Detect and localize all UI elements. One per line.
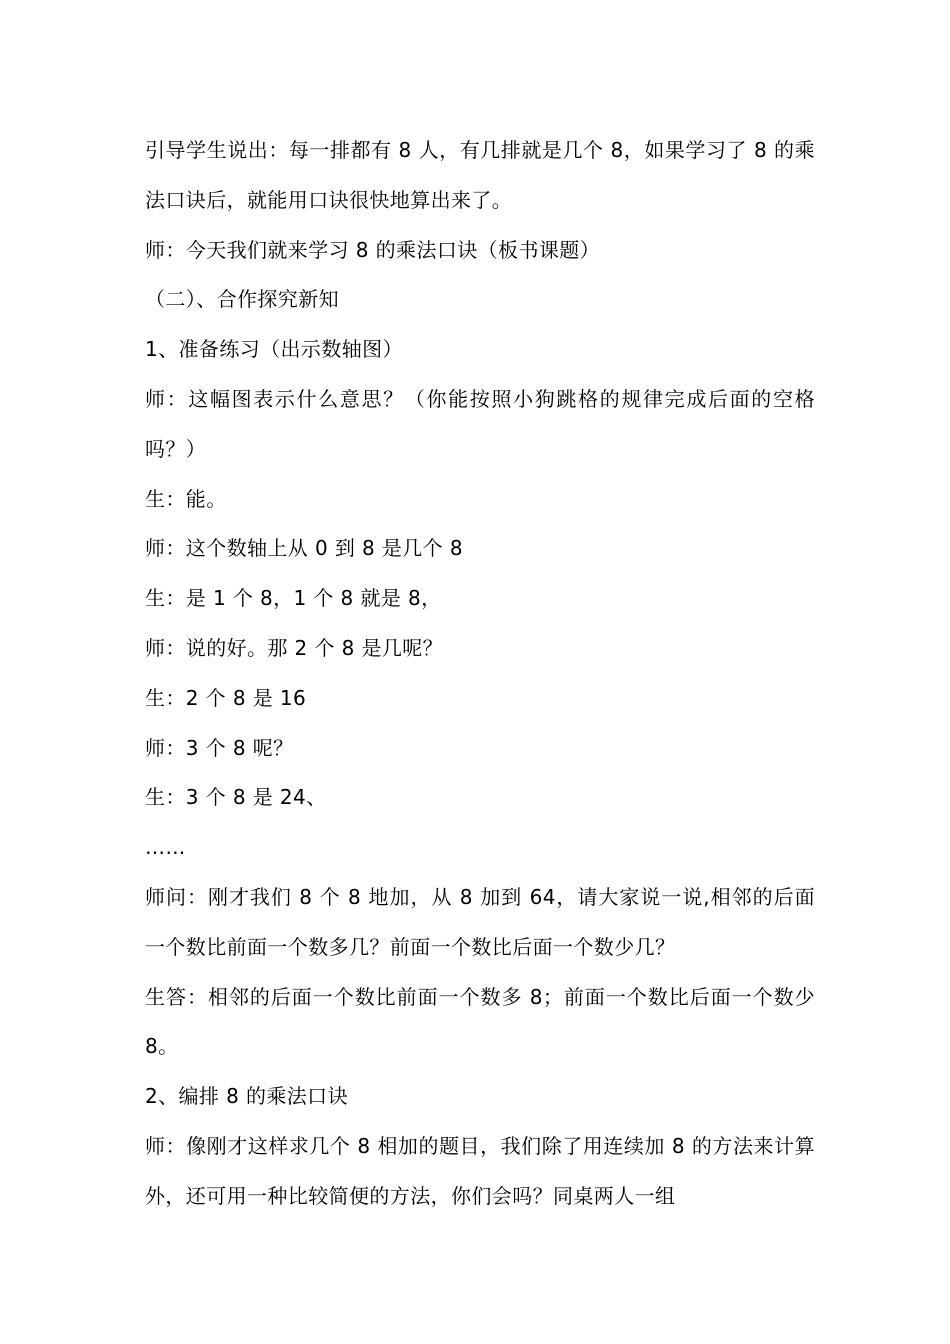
- paragraph-teacher-intro-topic: 师：今天我们就来学习 8 的乘法口诀（板书课题）: [145, 237, 601, 262]
- paragraph-ellipsis: ……: [145, 835, 186, 860]
- subheading-compile-multiplication-table: 2、编排 8 的乘法口诀: [145, 1084, 348, 1109]
- paragraph-teacher-three-eights: 师：3 个 8 呢？: [145, 735, 294, 760]
- paragraph-teacher-simpler-method: 师：像刚才这样求几个 8 相加的题目，我们除了用连续加 8 的方法来计算外，还可用一种比较简便的方法，你们会吗？同桌两人一组: [145, 1133, 815, 1208]
- section-heading-cooperative-exploration: （二）、合作探究新知: [145, 287, 339, 312]
- paragraph-teacher-two-eights: 师：说的好。那 2 个 8 是几呢？: [145, 635, 444, 660]
- document-body: [145, 126, 822, 1222]
- paragraph-teacher-number-line: 师：这个数轴上从 0 到 8 是几个 8: [145, 536, 463, 561]
- subheading-preparation-practice: 1、准备练习（出示数轴图）: [145, 337, 403, 362]
- paragraph-guide-students: 引导学生说出：每一排都有 8 人，有几排就是几个 8，如果学习了 8 的乘法口诀后，就能用口诀很快地算出来了。: [145, 138, 815, 212]
- paragraph-student-one-eight: 生：是 1 个 8，1 个 8 就是 8，: [145, 586, 442, 611]
- paragraph-student-adjacent-answer: 生答：相邻的后面一个数比前面一个数多 8；前面一个数比后面一个数少 8。: [145, 984, 822, 1059]
- paragraph-teacher-question-diagram: 师：这幅图表示什么意思？（你能按照小狗跳格的规律完成后面的空格吗？）: [145, 386, 815, 461]
- paragraph-student-answer-can: 生：能。: [145, 486, 227, 511]
- paragraph-student-sixteen: 生：2 个 8 是 16: [145, 685, 307, 710]
- paragraph-teacher-adjacent-difference: 师问：刚才我们 8 个 8 地加，从 8 加到 64，请大家说一说,相邻的后面一个数比前面一个数多几？前面一个数比后面一个数少几？: [145, 884, 815, 959]
- paragraph-student-twenty-four: 生：3 个 8 是 24、: [145, 785, 327, 810]
